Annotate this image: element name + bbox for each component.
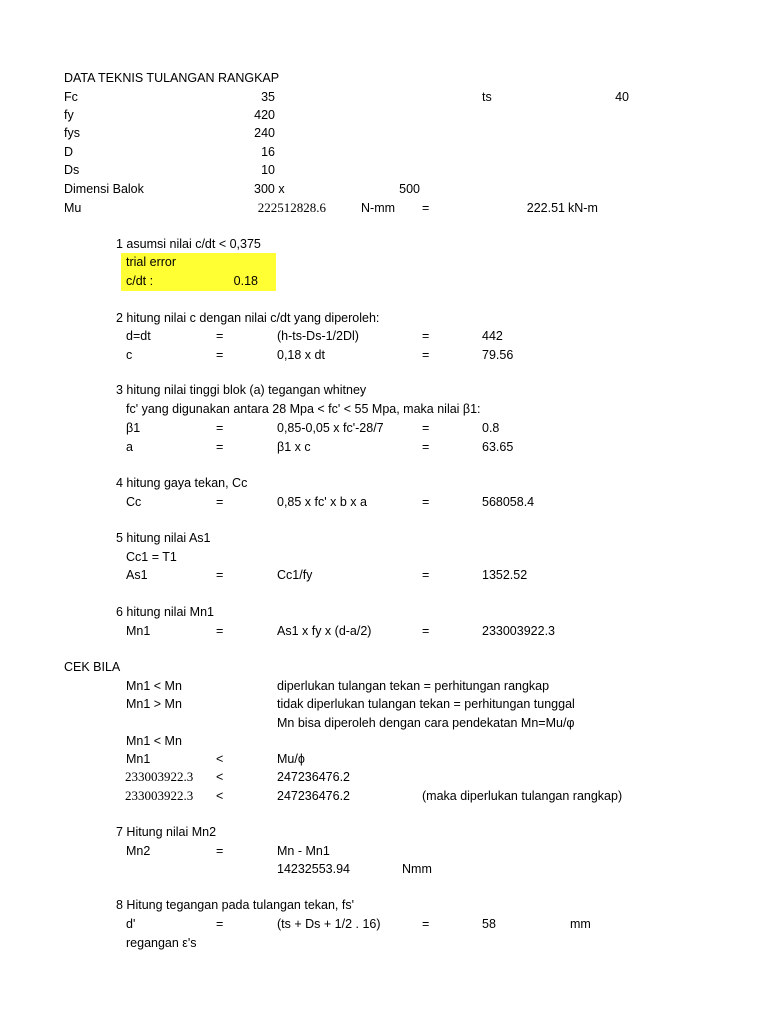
step7-heading: 7 Hitung nilai Mn2 [116, 825, 217, 839]
dprime-value: 58 [482, 917, 496, 931]
row-eq: = [216, 421, 224, 435]
row-eq: = [216, 348, 224, 362]
step6-heading: 6 hitung nilai Mn1 [116, 605, 214, 619]
row-formula: 0,85 x fc' x b x a [277, 495, 367, 509]
value-fc: 35 [261, 90, 275, 104]
cond2-text2: Mn bisa diperoleh dengan cara pendekatan Mn=Mu/φ [277, 716, 575, 730]
row-eq2: = [422, 329, 430, 343]
cek-heading: CEK BILA [64, 660, 121, 674]
dprime-eq2: = [422, 917, 430, 931]
compare-right: 247236476.2 [277, 789, 350, 803]
regangan-label: regangan ε's [126, 936, 197, 950]
row-eq: = [216, 495, 224, 509]
step3-heading: 3 hitung nilai tinggi blok (a) tegangan whitney [116, 383, 367, 397]
mn2-unit: Nmm [402, 862, 432, 876]
step4-heading: 4 hitung gaya tekan, Cc [116, 476, 248, 490]
cond3: Mn1 < Mn [126, 734, 182, 748]
compare-conclusion: (maka diperlukan tulangan rangkap) [422, 789, 623, 803]
step5-note: Cc1 = T1 [126, 550, 177, 564]
label-mu: Mu [64, 201, 82, 215]
compare-right: 247236476.2 [277, 770, 350, 784]
cond1: Mn1 < Mn [126, 679, 182, 693]
compare-left: 233003922.3 [125, 788, 194, 803]
step2-heading: 2 hitung nilai c dengan nilai c/dt yang diperoleh: [116, 311, 380, 325]
unit-mu: N-mm [361, 201, 396, 215]
row-eq2: = [422, 440, 430, 454]
row-eq: = [216, 568, 224, 582]
step8-heading: 8 Hitung tegangan pada tulangan tekan, fs' [116, 898, 354, 912]
row-eq: = [216, 624, 224, 638]
value-fys: 240 [254, 126, 275, 140]
unit-mu-kn: kN-m [568, 201, 598, 215]
step1-heading: 1 asumsi nilai c/dt < 0,375 [116, 237, 261, 251]
label-fys: fys [64, 126, 80, 140]
compare-op: < [216, 770, 224, 784]
cond2: Mn1 > Mn [126, 697, 182, 711]
dprime-unit: mm [570, 917, 591, 931]
compare-op: < [216, 752, 224, 766]
row-name: Cc [126, 495, 142, 509]
label-fc: Fc [64, 90, 78, 104]
compare-op: < [216, 789, 224, 803]
row-value: 442 [482, 329, 503, 343]
row-eq2: = [422, 495, 430, 509]
sheet-title: DATA TEKNIS TULANGAN RANGKAP [64, 71, 280, 85]
row-formula: β1 x c [277, 440, 311, 454]
value-mu-kn: 222.51 [526, 201, 565, 215]
value-ts: 40 [615, 90, 629, 104]
row-name: c [126, 348, 133, 362]
row-formula: 0,18 x dt [277, 348, 325, 362]
row-formula: 0,85-0,05 x fc'-28/7 [277, 421, 384, 435]
row-value: 63.65 [482, 440, 514, 454]
value-fy: 420 [254, 108, 275, 122]
value-ds: 10 [261, 163, 275, 177]
row-formula: Cc1/fy [277, 568, 313, 582]
row-value: 568058.4 [482, 495, 535, 509]
cdt-label: c/dt : [126, 274, 154, 288]
mn2-eq: = [216, 844, 224, 858]
row-formula: (h-ts-Ds-1/2Dl) [277, 329, 359, 343]
row-eq: = [216, 440, 224, 454]
dimensi-h: 500 [399, 182, 420, 196]
mn2-value: 14232553.94 [277, 862, 350, 876]
row-name: As1 [126, 568, 148, 582]
row-value: 0.8 [482, 421, 500, 435]
row-eq2: = [422, 624, 430, 638]
mn2-name: Mn2 [126, 844, 151, 858]
row-eq2: = [422, 568, 430, 582]
value-mu: 222512828.6 [257, 200, 326, 215]
trial-error-label: trial error [126, 255, 177, 269]
mn2-formula: Mn - Mn1 [277, 844, 330, 858]
label-ds: Ds [64, 163, 80, 177]
row-name: a [126, 440, 133, 454]
value-d: 16 [261, 145, 275, 159]
compare-name: Mn1 [126, 752, 151, 766]
row-value: 1352.52 [482, 568, 528, 582]
compare-left: 233003922.3 [125, 769, 194, 784]
dprime-formula: (ts + Ds + 1/2 . 16) [277, 917, 381, 931]
cond1-text: diperlukan tulangan tekan = perhitungan rangkap [277, 679, 550, 693]
compare-formula: Mu/ϕ [277, 752, 305, 766]
row-eq: = [216, 329, 224, 343]
label-ts: ts [482, 90, 492, 104]
cond2-text: tidak diperlukan tulangan tekan = perhitungan tunggal [277, 697, 575, 711]
dprime-eq: = [216, 917, 224, 931]
step5-heading: 5 hitung nilai As1 [116, 531, 211, 545]
row-name: d=dt [126, 329, 151, 343]
row-value: 79.56 [482, 348, 514, 362]
row-name: Mn1 [126, 624, 151, 638]
row-formula: As1 x fy x (d-a/2) [277, 624, 372, 638]
row-eq2: = [422, 421, 430, 435]
label-d: D [64, 145, 74, 159]
dimensi-b: 300 x [254, 182, 285, 196]
cdt-value: 0.18 [233, 274, 258, 288]
label-dimensi: Dimensi Balok [64, 182, 144, 196]
row-eq2: = [422, 348, 430, 362]
label-fy: fy [64, 108, 74, 122]
mu-equals: = [422, 201, 430, 215]
step3-note: fc' yang digunakan antara 28 Mpa < fc' < 55 Mpa, maka nilai β1: [126, 402, 481, 416]
row-value: 233003922.3 [482, 624, 555, 638]
row-name: β1 [126, 421, 141, 435]
dprime-name: d' [126, 917, 136, 931]
